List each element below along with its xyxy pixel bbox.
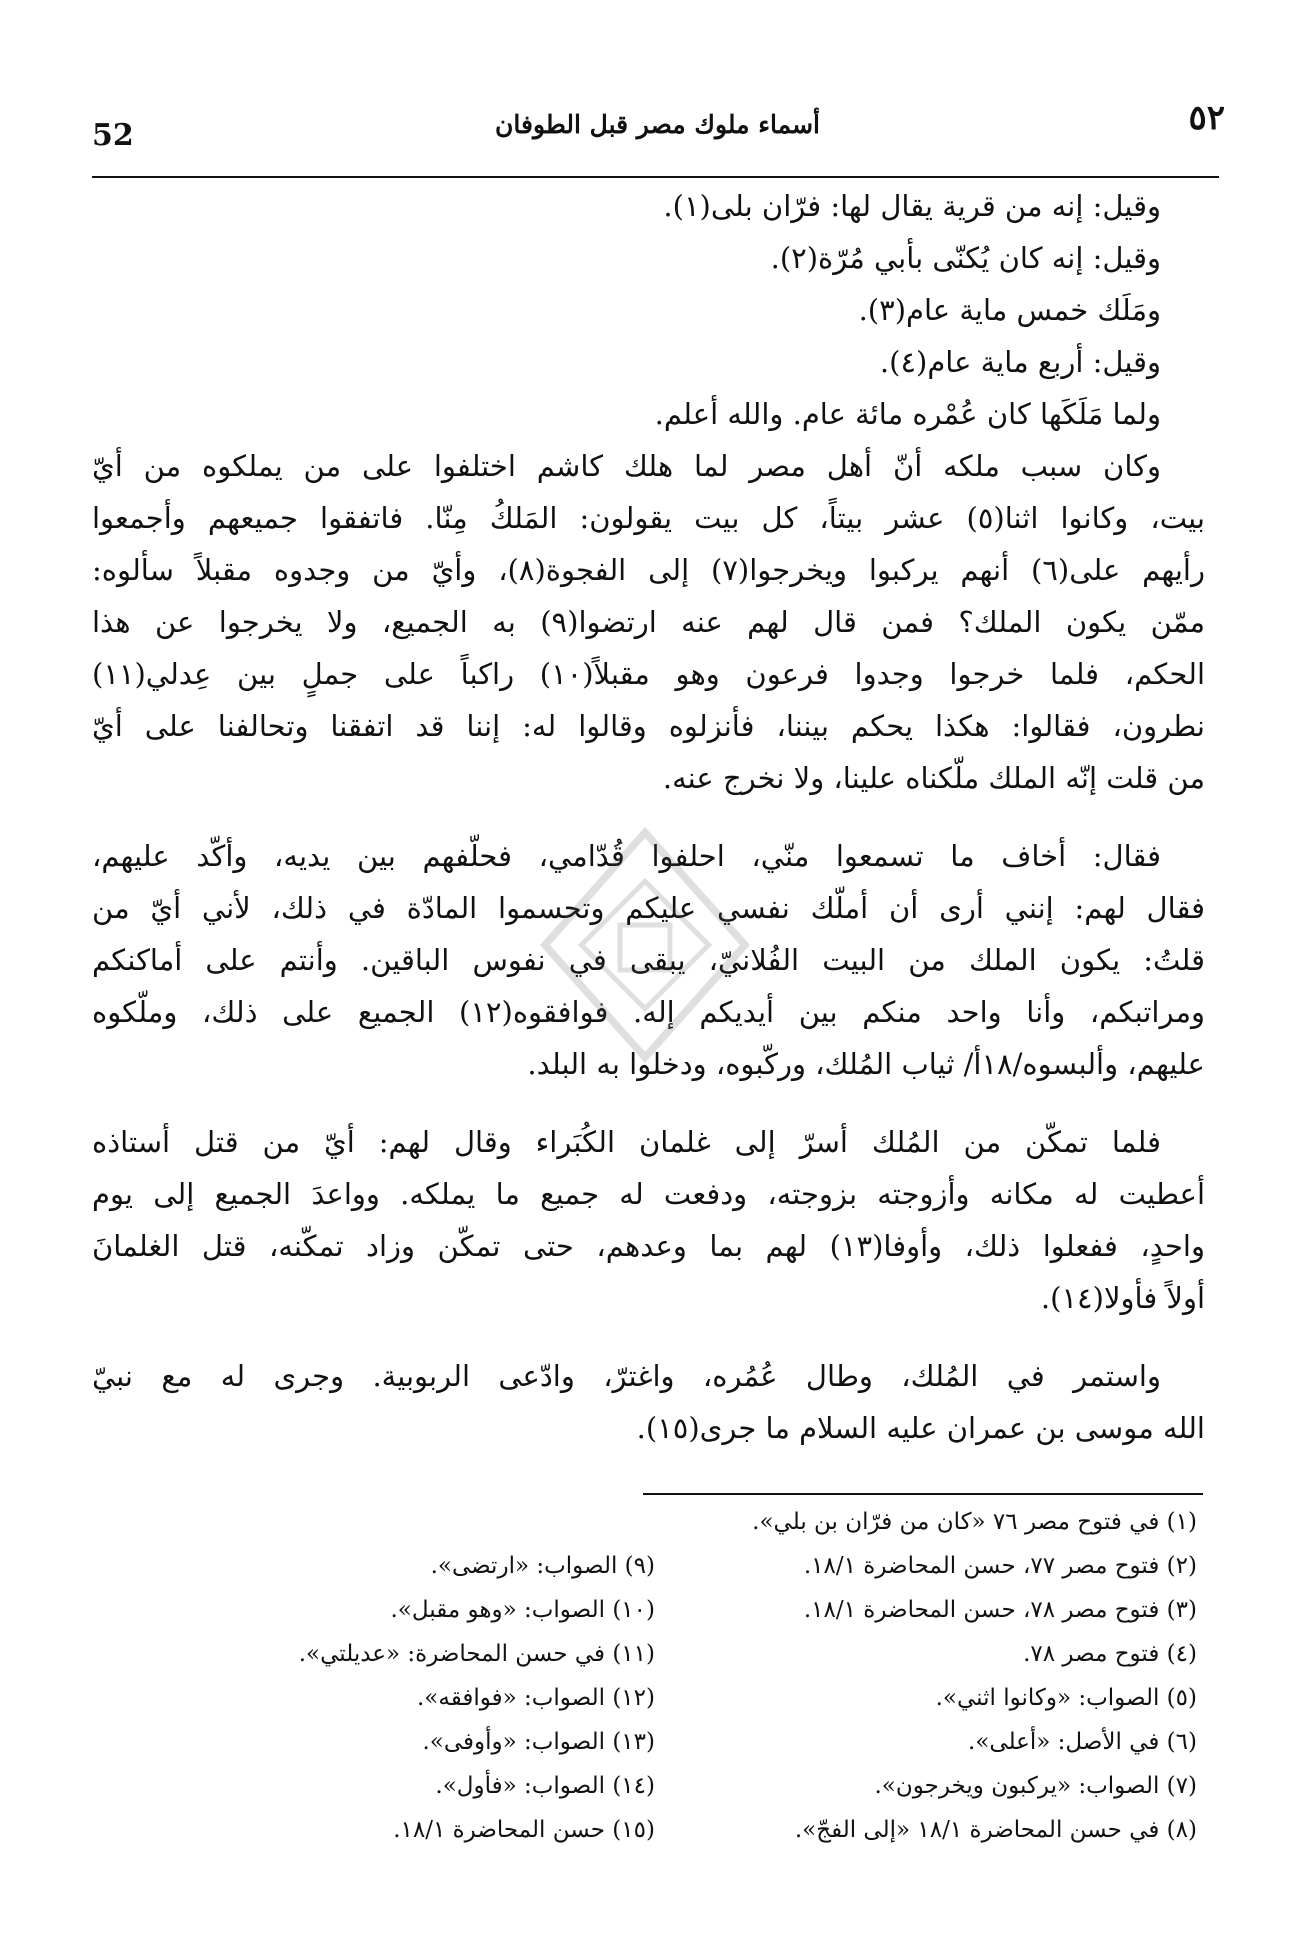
- text-line: ولما مَلَكَها كان عُمْره مائة عام. والله أعلم.: [654, 397, 1161, 431]
- text-line: ومراتبكم، وأنا واحد منكم بين أيديكم إله. فوافقوه(١٢) الجميع على ذلك، وملّكوه: [92, 995, 1205, 1029]
- footnote: (٨) في حسن المحاضرة ١٨/١ «إلى الفجّ».: [794, 1817, 1197, 1843]
- text-line: الله موسى بن عمران عليه السلام ما جرى(١٥).: [636, 1411, 1205, 1445]
- text-line: فقال: أخاف ما تسمعوا منّي، احلفوا قُدّامي، فحلّفهم بين يديه، وأكّد عليهم،: [92, 839, 1161, 873]
- text-line: ومَلَك خمس ماية عام(٣).: [858, 293, 1161, 327]
- text-line: نطرون، فقالوا: هكذا يحكم بيننا، فأنزلوه وقالوا له: إننا قد اتفقنا وتحالفنا على أيّ: [92, 709, 1205, 743]
- text-line: واحدٍ، ففعلوا ذلك، وأوفا(١٣) لهم بما وعدهم، حتى تمكّن وزاد تمكّنه، قتل الغلمانَ: [92, 1229, 1205, 1263]
- footnote: (٢) فتوح مصر ٧٧، حسن المحاضرة ١٨/١.: [803, 1553, 1197, 1579]
- text-line: رأيهم على(٦) أنهم يركبوا ويخرجوا(٧) إلى الفجوة(٨)، وأيّ من وجدوه مقبلاً سألوه:: [92, 553, 1205, 587]
- text-line: أعطيت له مكانه وأزوجته بزوجته، ودفعت له جميع ما يملكه. وواعدَ الجميع إلى يوم: [92, 1177, 1205, 1211]
- footnote: (١٠) الصواب: «وهو مقبل».: [390, 1597, 655, 1623]
- header-rule: [92, 176, 1219, 178]
- footnotes-right-column: [637, 1500, 1197, 1852]
- text-line: وقيل: إنه من قرية يقال لها: فرّان بلى(١).: [663, 189, 1161, 223]
- text-line: واستمر في المُلك، وطال عُمُره، واغترّ، وادّعى الربوبية. وجرى له مع نبيّ: [92, 1359, 1161, 1393]
- footnote: (٧) الصواب: «يركبون ويخرجون».: [874, 1773, 1197, 1799]
- text-line: الحكم، فلما خرجوا وجدوا فرعون وهو مقبلاً(١٠) راكباً على جملٍ بين عِدلي(١١): [92, 657, 1205, 691]
- text-line: من قلت إنّه الملك ملّكناه علينا، ولا نخرج عنه.: [662, 761, 1205, 795]
- text-line: بيت، وكانوا اثنا(٥) عشر بيتاً، كل بيت يقولون: المَلكُ مِنّا. فاتفقوا جميعهم وأجمعوا: [92, 501, 1205, 535]
- footnote: (٦) في الأصل: «أعلى».: [968, 1729, 1197, 1755]
- paragraph-gap: [92, 1324, 1205, 1350]
- text-line: فقال لهم: إنني أرى أن أملّك نفسي عليكم وتحسموا المادّة في ذلك، لأني أيّ من: [92, 891, 1205, 925]
- text-line: قلتُ: يكون الملك من البيت الفُلانيّ، يبقى في نفوس الباقين. وأنتم على أماكنكم: [92, 943, 1205, 977]
- paragraph-gap: [92, 1090, 1205, 1116]
- page-number-arabic: ٥٢: [1188, 98, 1225, 138]
- footnote: (١١) في حسن المحاضرة: «عديلتي».: [298, 1641, 655, 1667]
- text-line: فلما تمكّن من المُلك أسرّ إلى غلمان الكُبَراء وقال لهم: أيّ من قتل أستاذه: [92, 1125, 1161, 1159]
- watermark-seal: [520, 820, 770, 1070]
- text-line: وقيل: أربع ماية عام(٤).: [879, 345, 1161, 379]
- footnotes-left-column: [135, 1544, 655, 1852]
- footnote: (١٣) الصواب: «وأوفى».: [422, 1729, 655, 1755]
- footnote: (٥) الصواب: «وكانوا اثني».: [935, 1685, 1197, 1711]
- page-number-latin: 52: [92, 118, 134, 153]
- text-line: أولاً فأولا(١٤).: [1040, 1281, 1205, 1315]
- footnote: (١٢) الصواب: «فوافقه».: [417, 1685, 655, 1711]
- text-line: ممّن يكون الملك؟ فمن قال لهم عنه ارتضوا(٩) به الجميع، ولا يخرجوا عن هذا: [92, 605, 1205, 639]
- text-line: وقيل: إنه كان يُكنّى بأبي مُرّة(٢).: [770, 241, 1161, 275]
- page-header: [80, 88, 1235, 158]
- footnote: (١٤) الصواب: «فأول».: [435, 1773, 655, 1799]
- footnote: (٩) الصواب: «ارتضى».: [430, 1553, 655, 1579]
- main-text: [92, 180, 1205, 1454]
- footnote: (١) في فتوح مصر ٧٦ «كان من فرّان بن بلي».: [752, 1509, 1197, 1535]
- text-line: عليهم، وألبسوه/١٨أ/ ثياب المُلك، وركّبوه، ودخلوا به البلد.: [527, 1047, 1205, 1081]
- footnote: (٣) فتوح مصر ٧٨، حسن المحاضرة ١٨/١.: [803, 1597, 1197, 1623]
- footnote: (١٥) حسن المحاضرة ١٨/١.: [393, 1817, 655, 1843]
- text-line: وكان سبب ملكه أنّ أهل مصر لما هلك كاشم اختلفوا على من يملكوه من أيّ: [92, 449, 1161, 483]
- footnote-rule: [643, 1493, 1203, 1495]
- footnote: (٤) فتوح مصر ٧٨.: [1023, 1641, 1197, 1667]
- running-title: أسماء ملوك مصر قبل الطوفان: [495, 110, 820, 139]
